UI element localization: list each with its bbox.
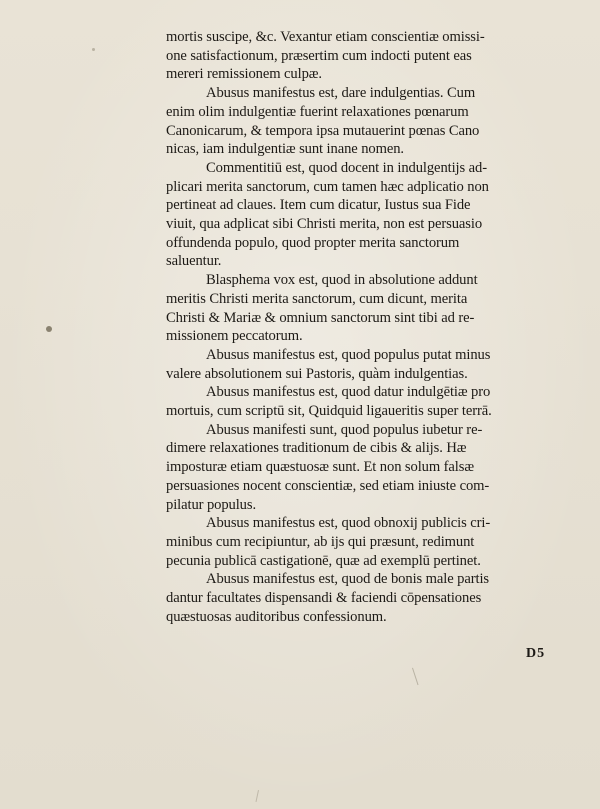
text-line: saluentur.	[166, 253, 222, 270]
paper-stroke	[256, 790, 259, 802]
text-line: Abusus manifestus est, dare indulgentias. Cum	[206, 85, 476, 102]
paragraph	[166, 346, 566, 383]
text-line: offundenda populo, quod propter merita sanctorum	[166, 234, 460, 251]
text-line: Abusus manifestus est, quod datur indulgētiæ pro	[206, 384, 491, 401]
text-line: Abusus manifestus est, quod populus putat minus	[206, 346, 491, 363]
text-line: mortuis, cum scriptū sit, Quidquid ligaueritis super terrā.	[166, 403, 492, 420]
paragraph	[166, 514, 566, 570]
text-line: imposturæ etiam quæstuosæ sunt. Et non solum falsæ	[166, 459, 474, 476]
text-line: meritis Christi merita sanctorum, cum dicunt, merita	[166, 290, 468, 307]
text-line: one satisfactionum, præsertim cum indocti putent eas	[166, 47, 472, 64]
text-line: Commentitiū est, quod docent in indulgentijs ad-	[206, 159, 487, 176]
text-line: mortis suscipe, &c. Vexantur etiam conscientiæ omissi-	[166, 29, 485, 45]
text-line: valere absolutionem sui Pastoris, quàm indulgentias.	[166, 365, 468, 382]
text-line: persuasiones nocent conscientiæ, sed etiam iniuste com-	[166, 477, 490, 494]
text-line: pertineat ad claues. Item cum dicatur, Iustus sua Fide	[166, 197, 471, 214]
paragraph	[166, 28, 566, 84]
text-line: Canonicarum, & tempora ipsa mutauerint pœnas Cano	[166, 122, 480, 139]
text-line: Blasphema vox est, quod in absolutione addunt	[206, 272, 478, 289]
paper-stroke	[412, 668, 419, 685]
text-line: dantur facultates dispensandi & faciendi cōpensationes	[166, 590, 482, 607]
text-line: Abusus manifesti sunt, quod populus iubetur re-	[206, 421, 483, 438]
text-line: mereri remissionem culpæ.	[166, 66, 322, 83]
text-line: missionem peccatorum.	[166, 328, 303, 345]
paragraph	[166, 421, 566, 515]
paragraph	[166, 84, 566, 159]
text-line: pilatur populus.	[166, 496, 257, 513]
signature-mark: D5	[526, 646, 546, 661]
text-line: nicas, iam indulgentiæ sunt inane nomen.	[166, 141, 404, 158]
text-line: Abusus manifestus est, quod de bonis male partis	[206, 571, 489, 588]
text-line: Christi & Mariæ & omnium sanctorum sint tibi ad re-	[166, 309, 475, 326]
text-block	[166, 28, 566, 627]
paragraph	[166, 159, 566, 271]
text-line: quæstuosas auditoribus confessionum.	[166, 608, 387, 625]
text-line: pecunia publicā castigationē, quæ ad exemplū pertinet.	[166, 552, 481, 569]
text-line: Abusus manifestus est, quod obnoxij publicis cri-	[206, 515, 491, 532]
paragraph	[166, 570, 566, 626]
paragraph	[166, 383, 566, 420]
text-line: viuit, qua adplicat sibi Christi merita, non est persuasio	[166, 216, 483, 233]
text-line: enim olim indulgentiæ fuerint relaxationes pœnarum	[166, 103, 469, 120]
text-line: plicari merita sanctorum, cum tamen hæc adplicatio non	[166, 178, 489, 195]
text-line: dimere relaxationes traditionum de cibis & alijs. Hæ	[166, 440, 467, 457]
paragraph	[166, 271, 566, 346]
paper-speck	[92, 48, 95, 51]
text-line: minibus cum recipiuntur, ab ijs qui præsunt, redimunt	[166, 533, 475, 550]
paper-speck	[46, 326, 52, 332]
